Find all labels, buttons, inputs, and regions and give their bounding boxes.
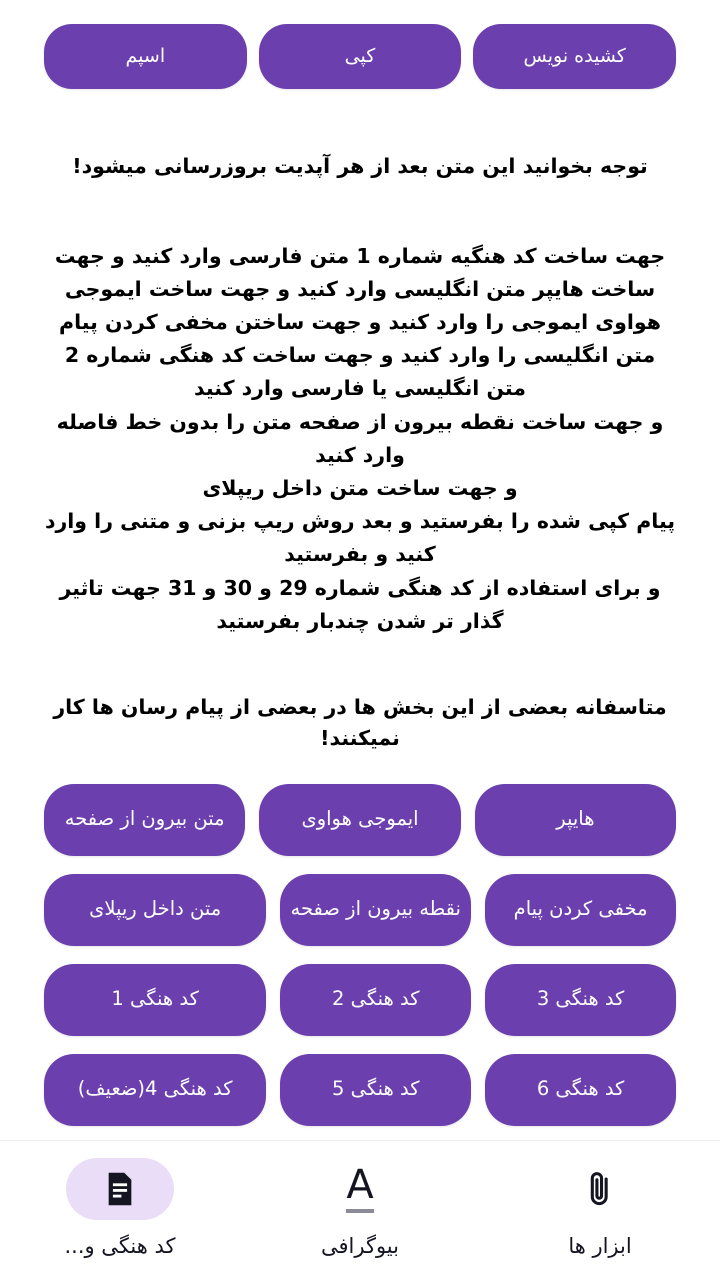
button-hungi-code-3[interactable]: کد هنگی 3 <box>485 964 676 1036</box>
paperclip-icon <box>585 1169 615 1209</box>
button-keshide-nevis[interactable]: کشیده نویس <box>473 24 676 89</box>
nav-item-hungi-codes[interactable] <box>1 1158 239 1258</box>
button-text-in-reply[interactable]: متن داخل ریپلای <box>44 874 266 946</box>
instruction-line-5: و برای استفاده از کد هنگی شماره 29 و 30 و 31 جهت تاثیر گذار تر شدن چندبار بفرستید <box>59 575 661 633</box>
button-text-offscreen[interactable]: متن بیرون از صفحه <box>44 784 245 856</box>
instructions-block <box>44 240 676 638</box>
nav-item-tools[interactable] <box>481 1158 719 1258</box>
nav-icon-wrapper-biography <box>306 1158 414 1220</box>
button-hungi-code-1[interactable]: کد هنگی 1 <box>44 964 266 1036</box>
feature-button-grid <box>44 784 676 1126</box>
nav-item-biography[interactable] <box>241 1158 479 1258</box>
nav-active-indicator <box>66 1158 174 1220</box>
feature-row-3 <box>44 964 676 1036</box>
button-hyper[interactable]: هایپر <box>475 784 676 856</box>
button-hungi-code-2[interactable]: کد هنگی 2 <box>280 964 471 1036</box>
button-hungi-code-4[interactable]: کد هنگی 4(ضعیف) <box>44 1054 266 1126</box>
instruction-line-4: پیام کپی شده را بفرستید و بعد روش ریپ بزنی و متنی را وارد کنید و بفرستید <box>44 509 676 567</box>
bottom-navigation-bar <box>0 1140 720 1280</box>
letter-a-icon: A <box>346 1165 373 1213</box>
notice-compatibility-text: متاسفانه بعضی از این بخش ها در بعضی از پیام رسان ها کار نمیکنند! <box>53 695 667 750</box>
button-hide-message[interactable]: مخفی کردن پیام <box>485 874 676 946</box>
instruction-line-2: و جهت ساخت نقطه بیرون از صفحه متن را بدون خط فاصله وارد کنید <box>56 409 664 467</box>
instruction-line-1: جهت ساخت کد هنگیه شماره 1 متن فارسی وارد کنید و جهت ساخت هایپر متن انگلیسی وارد کنید و جهت ساخت ایموجی هواوی ایموجی را وارد کنید و جهت ساختن مخفی کردن پیام متن انگلیسی را وارد کنید و جهت ساخت کد هنگی شماره 2 متن انگلیسی یا فارسی وارد کنید <box>54 243 666 401</box>
document-icon <box>103 1170 137 1208</box>
feature-row-2 <box>44 874 676 946</box>
feature-row-4 <box>44 1054 676 1126</box>
button-hungi-code-6[interactable]: کد هنگی 6 <box>485 1054 676 1126</box>
button-dot-offscreen[interactable]: نقطه بیرون از صفحه <box>280 874 471 946</box>
nav-label-tools: ابزار ها <box>568 1233 632 1258</box>
instruction-line-3: و جهت ساخت متن داخل ریپلای <box>202 476 518 501</box>
feature-row-1 <box>44 784 676 856</box>
nav-label-hungi-codes: کد هنگی و... <box>64 1233 176 1258</box>
button-copy[interactable]: کپی <box>259 24 462 89</box>
notice-update-text: توجه بخوانید این متن بعد از هر آپدیت بروزرسانی میشود! <box>72 153 648 178</box>
button-huawei-emoji[interactable]: ایموجی هواوی <box>259 784 460 856</box>
nav-label-biography: بیوگرافی <box>321 1233 399 1258</box>
button-hungi-code-5[interactable]: کد هنگی 5 <box>280 1054 471 1126</box>
nav-icon-wrapper-tools <box>546 1158 654 1220</box>
button-spam[interactable]: اسپم <box>44 24 247 89</box>
top-button-row <box>44 24 676 89</box>
